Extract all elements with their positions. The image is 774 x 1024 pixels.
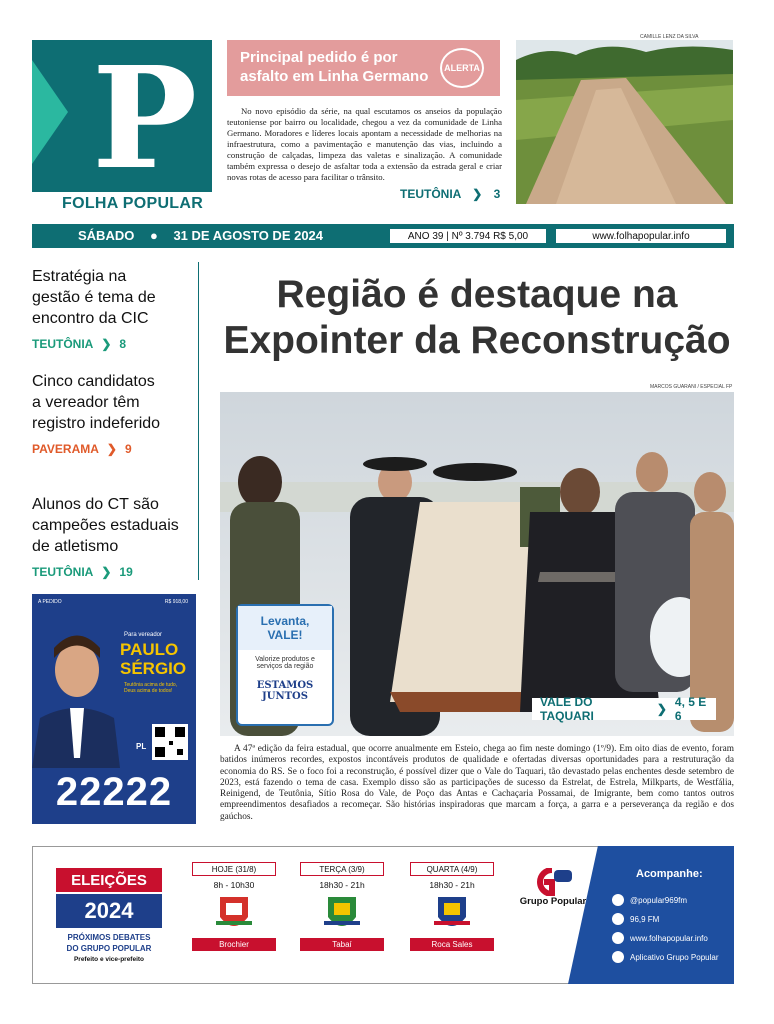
masthead-logo: [32, 37, 212, 215]
follow-app[interactable]: [612, 951, 730, 963]
campaign-ad[interactable]: [32, 594, 196, 824]
debates-caption: [50, 932, 168, 965]
debate-time: 18h30 - 21h: [429, 880, 475, 890]
debate-time: 18h30 - 21h: [319, 880, 365, 890]
inset-tag: ESTAMOS JUNTOS: [256, 680, 314, 702]
ad-cost: R$ 918,00: [164, 599, 188, 605]
debate-day: QUARTA (4/9): [410, 862, 494, 876]
story-1[interactable]: [32, 266, 192, 351]
story-title: Estratégia na gestão é tema de encontro da CIC: [32, 268, 156, 327]
website-link[interactable]: www.folhapopular.info: [556, 229, 726, 243]
road-photo: [516, 40, 733, 204]
story-page: 19: [119, 565, 133, 579]
follow-site[interactable]: [612, 932, 730, 944]
ref-pages: 4, 5 E 6: [674, 695, 707, 723]
debate-1[interactable]: [192, 862, 276, 951]
main-story-text: A 47ª edição da feira estadual, que ocorre anualmente em Esteio, chega ao fim neste domingo (1º/9). Em oito dias de evento, foram batidos inúmeros recordes, expostos incontáveis produtos de qualidade e ofertadas diversas oportunidades para a restruturação da economia do RS. Se o foco foi a reconstrução, é possível dizer que o Vale do Taquari, tão devastado pelas enchentes desde setembro de 2023, está fazendo o tema de casa. Exemplo disso são as participações de sucesso da Estrelat, de Estrela, Milkparts, de Westfália, Reinigend, de Teutônia, Sítio Rosa do Vale, de Poço das Antas e Cachaçaria Possamai, de Imigrante, bem como tantos outros empreendimentos desafiados a recomeçar. São histórias inspiradoras que marcam a força, a garra e a perseverança da região e dos gaúchos.: [220, 744, 734, 822]
story-page: 8: [119, 337, 127, 351]
city-crest-icon: [300, 890, 384, 938]
arrow-icon: ❯: [101, 337, 112, 351]
debates-line-3: Prefeito e vice-prefeito: [73, 956, 145, 963]
debate-city: Roca Sales: [410, 938, 494, 951]
alert-ref-page: 3: [493, 187, 501, 201]
follow-text: www.folhapopular.info: [630, 933, 708, 943]
group-name: Grupo Popular: [519, 896, 587, 907]
edition-date: [78, 228, 323, 243]
debate-city: Tabaí: [300, 938, 384, 951]
candidate-photo: [32, 618, 120, 768]
road-photo-credit: CAMILLE LENZ DA SILVA: [640, 34, 699, 40]
youtube-icon: [612, 894, 624, 906]
column-divider: [198, 262, 199, 580]
alert-title[interactable]: Principal pedido é por asfalto em Linha Germano: [240, 49, 429, 85]
debates-line-2: DO GRUPO POPULAR: [66, 944, 152, 953]
story-city: TEUTÔNIA: [32, 565, 94, 579]
group-logo-icon: [530, 868, 574, 896]
debate-3[interactable]: [410, 862, 494, 951]
arrow-icon: ❯: [101, 565, 112, 579]
follow-text: @popular969fm: [630, 895, 688, 905]
qr-code-icon: [152, 724, 188, 760]
story-city: TEUTÔNIA: [32, 337, 94, 351]
levanta-vale-inset: [236, 604, 334, 726]
debate-city: Brochier: [192, 938, 276, 951]
ad-slogan: Teutônia acima de tudo, Deus acima de todos!: [124, 682, 178, 694]
story-page: 9: [124, 442, 132, 456]
party-logo: PL: [136, 742, 147, 751]
elections-label: ELEIÇÕES: [56, 868, 162, 892]
story-ref: [32, 565, 197, 579]
follow-text: Aplicativo Grupo Popular: [630, 952, 719, 962]
story-title: Alunos do CT são campeões estaduais de atletismo: [32, 496, 179, 555]
candidate-number: 22222: [55, 770, 173, 814]
follow-text: 96,9 FM: [630, 914, 660, 924]
follow-radio[interactable]: [612, 913, 730, 925]
main-page-ref[interactable]: [532, 695, 716, 723]
phone-icon: [612, 951, 624, 963]
story-3[interactable]: [32, 494, 197, 579]
arrow-icon: ❯: [472, 187, 483, 201]
follow-list: [612, 894, 730, 963]
logo-letter: P: [92, 37, 198, 201]
candidate-name-1: PAULO: [120, 640, 179, 659]
follow-title: Acompanhe:: [636, 868, 703, 880]
ad-label: A PEDIDO: [38, 599, 62, 605]
inset-title: Levanta, VALE!: [238, 606, 332, 650]
group-logo: [516, 868, 590, 907]
alert-text: No novo episódio da série, na qual escutamos os anseios da população teutoniense por bairro ou localidade, chegou a vez da comunidade de Linha Germano. Moradores e líderes locais apontam a necessidade de melhorias na infraestrutura, como a pavimentação e manutenção das vias, incluindo a construção de calçadas, limpeza das valetas e sinalização. A comunidade também expressa o desejo de asfaltar toda a extensão da estrada geral e criar novas rotas de acesso para facilitar o trânsito.: [227, 106, 502, 182]
main-photo-credit: MARCOS GUARANI / ESPECIAL FP: [650, 384, 733, 390]
brand-name: FOLHA POPULAR: [62, 195, 204, 212]
alert-page-ref[interactable]: [400, 187, 500, 201]
story-city: PAVERAMA: [32, 442, 99, 456]
alert-badge: ALERTA: [440, 48, 484, 88]
story-2[interactable]: [32, 371, 192, 456]
city-crest-icon: [410, 890, 494, 938]
globe-icon: [612, 932, 624, 944]
follow-youtube[interactable]: [612, 894, 730, 906]
story-ref: [32, 337, 192, 351]
story-ref: [32, 442, 192, 456]
debates-line-1: PRÓXIMOS DEBATES: [67, 933, 151, 942]
radio-icon: [612, 913, 624, 925]
debate-time: 8h - 10h30: [213, 880, 255, 890]
city-crest-icon: [192, 890, 276, 938]
debate-2[interactable]: [300, 862, 384, 951]
candidate-name-2: SÉRGIO: [120, 659, 187, 678]
weekday: SÁBADO: [78, 228, 135, 243]
elections-year: 2024: [56, 894, 162, 928]
arrow-icon: ❯: [656, 702, 667, 716]
debate-day: TERÇA (3/9): [300, 862, 384, 876]
logo-chevron-icon: [32, 60, 68, 164]
ref-label: VALE DO TAQUARI: [540, 695, 594, 723]
alert-ref-city: TEUTÔNIA: [400, 187, 461, 201]
ad-for-label: Para vereador: [124, 632, 163, 638]
main-headline[interactable]: Região é destaque na Expointer da Reconstrução: [223, 273, 731, 362]
debate-day: HOJE (31/8): [192, 862, 276, 876]
inset-subtitle: Valorize produtos e serviços da região: [255, 656, 315, 670]
edition-info: ANO 39 | Nº 3.794 R$ 5,00: [390, 229, 546, 243]
arrow-icon: ❯: [106, 442, 117, 456]
bullet-icon: ●: [149, 228, 158, 243]
full-date: 31 DE AGOSTO DE 2024: [173, 228, 324, 243]
story-title: Cinco candidatos a vereador têm registro indeferido: [32, 373, 161, 432]
